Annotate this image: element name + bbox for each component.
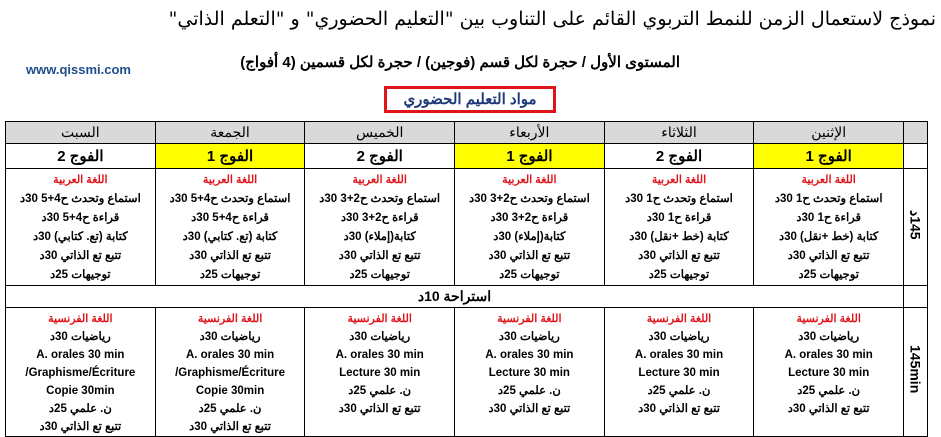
afternoon-session-row xyxy=(6,308,928,437)
activity-line: كتابة (تع. كتابي) 30د xyxy=(182,231,278,243)
activity-line: تتبع تع الذاتي 30د xyxy=(638,403,720,415)
activity-line: ن. علمي 25د xyxy=(647,385,711,397)
afternoon-day-cell xyxy=(754,308,904,437)
activity-line: تتبع تع الذاتي 30د xyxy=(39,250,122,262)
morning-day-cell xyxy=(604,169,754,286)
activity-line: توجيهات 25د xyxy=(648,269,710,281)
activity-line: Lecture 30 min xyxy=(638,367,720,379)
activity-line: Copie 30min xyxy=(46,385,115,397)
activity-line: ن. علمي 25د xyxy=(198,403,262,415)
activity-line: ن. علمي 25د xyxy=(48,403,112,415)
activity-line: قراءة ح4+5 30د xyxy=(191,212,269,224)
activity-line: تتبع تع الذاتي 30د xyxy=(488,250,571,262)
group-cell: الفوج 2 xyxy=(604,144,754,169)
group-cell: الفوج 1 xyxy=(155,144,305,169)
activity-line: توجيهات 25د xyxy=(349,269,410,281)
activity-line: رياضيات 30د xyxy=(798,331,860,343)
activity-line: توجيهات 25د xyxy=(798,269,859,281)
day-header: السبت xyxy=(6,122,156,144)
activity-line: استماع وتحدث ح1 30د xyxy=(625,193,733,205)
activity-line: Graphisme/Écriture/ xyxy=(175,367,286,379)
activity-line: تتبع تع الذاتي 30د xyxy=(787,250,870,262)
activity-line: كتابة (خط +نقل) 30د xyxy=(778,231,879,243)
afternoon-day-cell xyxy=(455,308,605,437)
subject-label: اللغة العربية xyxy=(801,174,856,186)
morning-day-cell xyxy=(6,169,156,286)
activity-line: A. orales 30 min xyxy=(784,349,873,361)
activity-line: قراءة ح2+3 30د xyxy=(490,212,569,224)
activity-line: Lecture 30 min xyxy=(788,367,870,379)
activity-line: استماع وتحدث ح2+3 30د xyxy=(319,193,441,205)
group-cell: الفوج 1 xyxy=(455,144,605,169)
subject-label: اللغة الفرنسية xyxy=(796,313,861,325)
group-cell: الفوج 2 xyxy=(305,144,455,169)
activity-line: رياضيات 30د xyxy=(498,331,560,343)
day-header: الإثنين xyxy=(754,122,904,144)
activity-line: Copie 30min xyxy=(195,385,265,397)
activity-line: A. orales 30 min xyxy=(335,349,424,361)
group-cell: الفوج 1 xyxy=(754,144,904,169)
subject-label: اللغة الفرنسية xyxy=(347,313,412,325)
activity-line: استماع وتحدث ح4+5 30د xyxy=(169,193,291,205)
activity-line: تتبع تع الذاتي 30د xyxy=(488,403,571,415)
morning-day-cell xyxy=(455,169,605,286)
activity-line: كتابة(إملاء) 30د xyxy=(493,231,566,243)
subject-label: اللغة العربية xyxy=(651,174,707,186)
activity-line: كتابة(إملاء) 30د xyxy=(343,231,416,243)
schedule-table xyxy=(5,121,928,437)
corner-cell xyxy=(904,286,928,308)
activity-line: تتبع تع الذاتي 30د xyxy=(787,403,870,415)
activity-line: كتابة (خط +نقل) 30د xyxy=(629,231,729,243)
activity-line: استماع وتحدث ح1 30د xyxy=(774,193,883,205)
day-header: الجمعة xyxy=(155,122,305,144)
activity-line: قراءة ح1 30د xyxy=(646,212,712,224)
subject-label: اللغة العربية xyxy=(202,174,258,186)
day-header: الثلاثاء xyxy=(604,122,754,144)
activity-line: استماع وتحدث ح2+3 30د xyxy=(468,193,590,205)
morning-duration: 145د xyxy=(907,209,924,240)
afternoon-day-cell xyxy=(305,308,455,437)
afternoon-day-cell xyxy=(604,308,754,437)
subject-label: اللغة العربية xyxy=(502,174,557,186)
morning-day-cell xyxy=(155,169,305,286)
activity-line: استماع وتحدث ح4+5 30د xyxy=(19,193,141,205)
activity-line: رياضيات 30د xyxy=(349,331,411,343)
activity-line: تتبع تع الذاتي 30د xyxy=(338,250,421,262)
afternoon-duration-cell xyxy=(904,308,928,437)
afternoon-day-cell xyxy=(155,308,305,437)
page-subtitle: المستوى الأول / حجرة لكل قسم (فوجين) / حجرة لكل قسمين (4 أفواج) xyxy=(240,54,680,71)
activity-line: تتبع تع الذاتي 30د xyxy=(338,403,421,415)
activity-line: رياضيات 30د xyxy=(648,331,710,343)
group-cell: الفوج 2 xyxy=(6,144,156,169)
section-title-box: مواد التعليم الحضوري xyxy=(384,86,556,113)
activity-line: قراءة ح1 30د xyxy=(796,212,861,224)
activity-line: قراءة ح2+3 30د xyxy=(340,212,419,224)
site-url[interactable]: www.qissmi.com xyxy=(26,62,131,77)
day-header: الأربعاء xyxy=(455,122,605,144)
morning-day-cell xyxy=(754,169,904,286)
morning-day-cell xyxy=(305,169,455,286)
days-header-row xyxy=(6,122,928,144)
activity-line: تتبع تع الذاتي 30د xyxy=(189,250,271,262)
activity-line: Graphisme/Écriture/ xyxy=(25,367,136,379)
activity-line: ن. علمي 25د xyxy=(497,385,561,397)
corner-cell xyxy=(904,122,928,144)
groups-row xyxy=(6,144,928,169)
break-label: استراحة 10د xyxy=(6,286,904,308)
subject-label: اللغة العربية xyxy=(53,174,108,186)
subject-label: اللغة الفرنسية xyxy=(497,313,562,325)
morning-session-row xyxy=(6,169,928,286)
subject-label: اللغة الفرنسية xyxy=(646,313,712,325)
activity-line: تتبع تع الذاتي 30د xyxy=(39,421,122,433)
day-header: الخميس xyxy=(305,122,455,144)
activity-line: A. orales 30 min xyxy=(485,349,574,361)
afternoon-duration: 145min xyxy=(907,345,924,394)
subject-label: اللغة الفرنسية xyxy=(48,313,113,325)
activity-line: رياضيات 30د xyxy=(199,331,261,343)
activity-line: توجيهات 25د xyxy=(499,269,560,281)
activity-line: قراءة ح4+5 30د xyxy=(41,212,120,224)
activity-line: كتابة (تع. كتابي) 30د xyxy=(32,231,128,243)
activity-line: Lecture 30 min xyxy=(339,367,421,379)
morning-duration-cell xyxy=(904,169,928,286)
page-title: نموذج لاستعمال الزمن للنمط التربوي القائم على التناوب بين "التعليم الحضوري" و "التعلم الذاتي" xyxy=(168,8,936,30)
activity-line: ن. علمي 25د xyxy=(797,385,861,397)
activity-line: Lecture 30 min xyxy=(488,367,570,379)
afternoon-day-cell xyxy=(6,308,156,437)
activity-line: توجيهات 25د xyxy=(50,269,111,281)
activity-line: رياضيات 30د xyxy=(49,331,111,343)
activity-line: ن. علمي 25د xyxy=(348,385,412,397)
corner-cell xyxy=(904,144,928,169)
subject-label: اللغة الفرنسية xyxy=(197,313,263,325)
break-row xyxy=(6,286,928,308)
activity-line: A. orales 30 min xyxy=(634,349,724,361)
activity-line: A. orales 30 min xyxy=(36,349,125,361)
activity-line: تتبع تع الذاتي 30د xyxy=(638,250,720,262)
activity-line: A. orales 30 min xyxy=(185,349,275,361)
activity-line: توجيهات 25د xyxy=(199,269,261,281)
activity-line: تتبع تع الذاتي 30د xyxy=(189,421,271,433)
subject-label: اللغة العربية xyxy=(352,174,407,186)
